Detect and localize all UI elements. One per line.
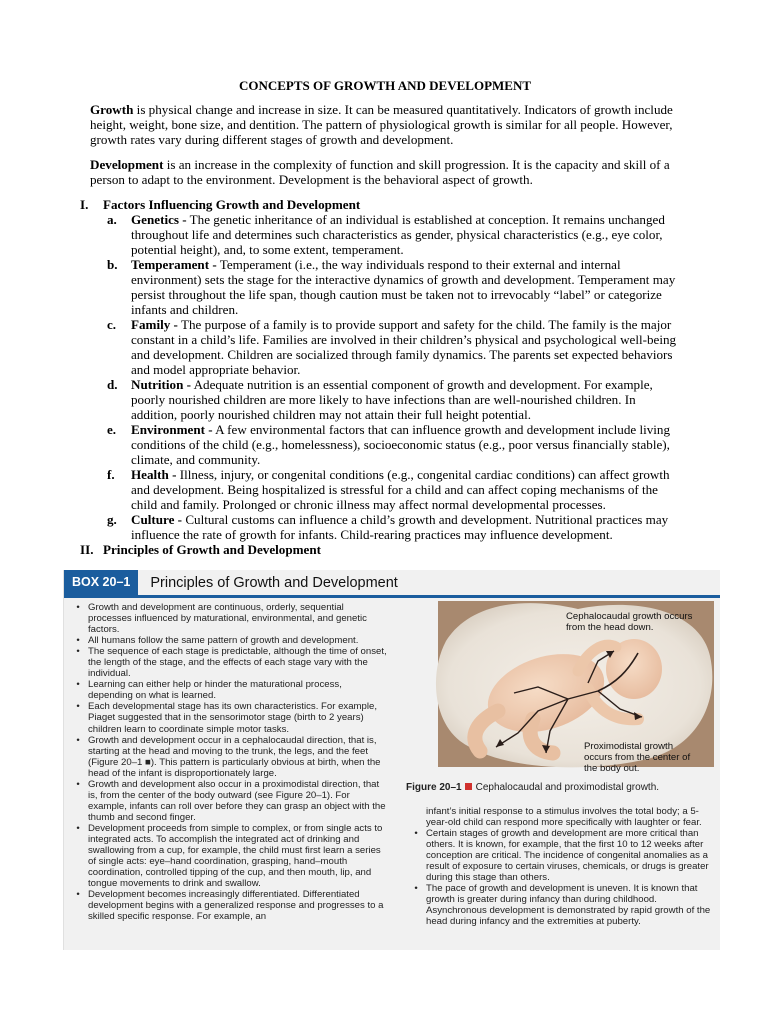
growth-text: is physical change and increase in size. It can be measured quantitatively. Indicators of growth include height, weight, bone size, and dentition. The pattern of physiological growth is similar for all people. However, growth rates vary during different stages of growth and development.	[90, 102, 673, 147]
box-header-rule	[64, 595, 720, 598]
box-bullet: • Development becomes increasingly differentiated. Differentiated development begins with a generalized response and progresses to a skilled specific response. For example, an	[76, 889, 384, 923]
growth-paragraph	[90, 102, 680, 147]
caption-text: Cephalocaudal and proximodistal growth.	[475, 782, 660, 793]
factor-list	[90, 212, 680, 542]
box-left-column	[68, 602, 388, 922]
factor-letter: g.	[107, 512, 117, 527]
factor-item	[90, 212, 680, 257]
box-continuation: infant’s initial response to a stimulus involves the total body; a 5-year-old child can respond more specifically with laughter or fear.	[426, 806, 702, 829]
factor-term: Health -	[131, 467, 177, 482]
section-1-heading	[80, 197, 680, 212]
factor-item	[90, 317, 680, 377]
figure-label-top: Cephalocaudal growth occurs from the head down.	[566, 611, 693, 633]
development-text: is an increase in the complexity of function and skill progression. It is the capacity and skill of a person to adapt to the environment. Development is the behavioral aspect of growth.	[90, 157, 670, 187]
section-2-heading	[80, 542, 680, 557]
factor-term: Family -	[131, 317, 178, 332]
factor-term: Genetics -	[131, 212, 187, 227]
caption-marker-icon	[465, 783, 472, 790]
factor-item	[90, 377, 680, 422]
section-2-title: Principles of Growth and Development	[103, 542, 321, 557]
section-2-number: II.	[80, 542, 94, 557]
caption-label: Figure 20–1	[406, 782, 462, 793]
factor-letter: f.	[107, 467, 115, 482]
factor-text: A few environmental factors that can influence growth and development include living conditions of the child (e.g., homelessness), socioeconomic status (e.g., poor versus financially stable), climate, and community.	[131, 422, 671, 467]
growth-term: Growth	[90, 102, 134, 117]
factor-text: Temperament (i.e., the way individuals respond to their external and internal environment) sets the stage for the interactive dynamics of growth and development. Temperament may persist throughout the life span, though caution must be taken not to irrevocably “label” or categorize infants and children.	[131, 257, 676, 317]
factor-text: Adequate nutrition is an essential component of growth and development. For example, poorly nourished children are more likely to have infections than are well-nourished children. In addition, poorly nourished children may not attain their full height potential.	[131, 377, 653, 422]
box-bullet: • The pace of growth and development is uneven. It is known that growth is greater during infancy than during childhood. Asynchronous development is demonstrated by rapid growth of the head during infancy and the extremities at puberty.	[414, 883, 711, 928]
box-bullet: • Learning can either help or hinder the maturational process, depending on what is learned.	[76, 679, 342, 702]
document-body	[80, 78, 680, 557]
factor-item	[90, 512, 680, 542]
factor-item	[90, 467, 680, 512]
page-title: CONCEPTS OF GROWTH AND DEVELOPMENT	[238, 78, 532, 93]
figure-label-bottom: Proximodistal growth occurs from the center of the body out.	[584, 741, 691, 774]
box-header	[64, 570, 720, 595]
factor-text: Illness, injury, or congenital conditions (e.g., congenital cardiac conditions) can affect growth and development. Being hospitalized is stressful for a child and can affect coping mechanisms of the child and family. Prolonged or chronic illness may affect normal developmental processes.	[131, 467, 670, 512]
factor-letter: e.	[107, 422, 117, 437]
box-title: Principles of Growth and Development	[150, 574, 398, 591]
factor-text: The genetic inheritance of an individual is established at conception. It remains unchanged throughout life and determines such characteristics as gender, physical characteristics (e.g., eye color, potential height), and, to some extent, temperament.	[131, 212, 665, 257]
factor-term: Culture -	[131, 512, 183, 527]
factor-term: Nutrition -	[131, 377, 192, 392]
box-bullet: • All humans follow the same pattern of growth and development.	[76, 635, 359, 647]
development-paragraph	[90, 157, 680, 187]
factor-text: The purpose of a family is to provide support and safety for the child. The family is the major constant in a child’s life. Families are involved in their children’s physical and psychological well-being and development. Children are socialized through family dynamics. The parents set expected behaviors and model appropriate behavior.	[131, 317, 677, 377]
factor-text: Cultural customs can influence a child’s growth and development. Nutritional practices may influence the rate of growth for infants. Child-rearing practices may influence development.	[131, 512, 669, 542]
box-bullet: • Growth and development occur in a cephalocaudal direction, that is, starting at the head and moving to the trunk, the legs, and the feet (Figure 20–1 ■). This pattern is particularly obvious at birth, when the head of the infant is disproportionately large.	[76, 734, 381, 779]
box-bullet: • The sequence of each stage is predictable, although the time of onset, the length of the stage, and the effects of each stage vary with the individual.	[76, 646, 387, 680]
factor-item	[90, 257, 680, 317]
factor-term: Temperament -	[131, 257, 217, 272]
box-bullet: • Certain stages of growth and development are more critical than others. It is known, for example, that the first 10 to 12 weeks after conception are critical. The incidence of congenital anomalies as a result of exposure to certain viruses, chemicals, or drugs is greater during this stage than others.	[414, 828, 709, 884]
section-1-number: I.	[80, 197, 89, 212]
factor-letter: b.	[107, 257, 118, 272]
figure-caption	[406, 782, 659, 793]
box-bullet: • Growth and development also occur in a proximodistal direction, that is, from the center of the body outward (see Figure 20–1). For example, infants can roll over before they can grasp an object with the thumb and second finger.	[76, 778, 386, 823]
development-term: Development	[90, 157, 164, 172]
box-bullet: • Each developmental stage has its own characteristics. For example, Piaget suggested that in the sensorimotor stage (birth to 2 years) children learn to coordinate simple motor tasks.	[76, 701, 378, 735]
factor-term: Environment -	[131, 422, 213, 437]
factor-item	[90, 422, 680, 467]
box-label: BOX 20–1	[64, 570, 138, 595]
principles-box	[63, 570, 720, 950]
growth-figure	[438, 601, 714, 774]
box-right-column	[406, 806, 716, 928]
factor-letter: a.	[107, 212, 117, 227]
section-1-title: Factors Influencing Growth and Development	[103, 197, 361, 212]
box-bullet: • Growth and development are continuous, orderly, sequential processes influenced by maturational, environmental, and genetic factors.	[76, 602, 367, 636]
box-bullet: • Development proceeds from simple to complex, or from single acts to integrated acts. To accomplish the integrated act of drinking and swallowing from a cup, for example, the child must first learn a series of single acts: eye–hand coordination, grasping, hand–mouth coordination, controlled tipping of the cup, and then mouth, lip, and tongue movements to drink and swallow.	[76, 822, 383, 890]
factor-letter: c.	[107, 317, 117, 332]
factor-letter: d.	[107, 377, 118, 392]
